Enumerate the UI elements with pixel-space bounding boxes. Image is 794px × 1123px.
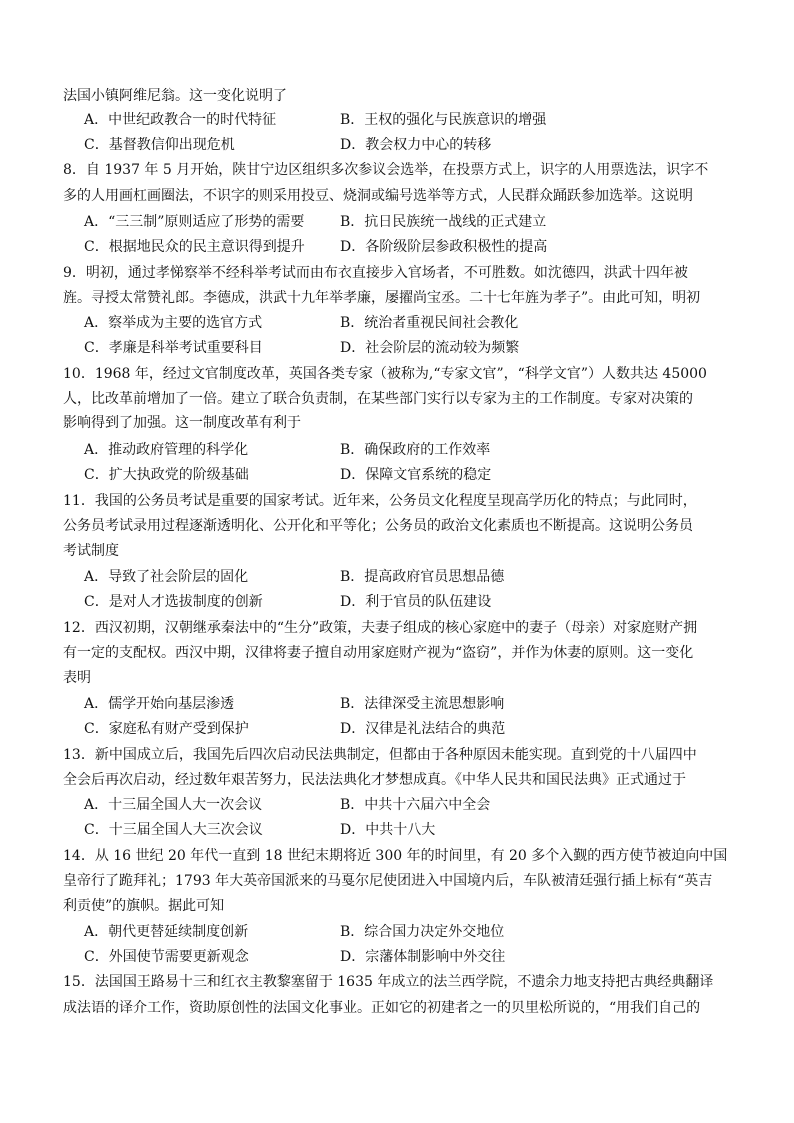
question-11-option-a: A．导致了社会阶层的固化 [84, 569, 249, 585]
question-13-option-d: D．中共十八大 [340, 822, 436, 838]
question-11-stem-line: 11．我国的公务员考试是重要的国家考试。近年来，公务员文化程度呈现高学历化的特点；与此同时， [63, 493, 697, 509]
question-11-option-c: C．是对人才选拔制度的创新 [84, 594, 263, 610]
question-8-option-c: C．根据地民众的民主意识得到提升 [84, 239, 305, 255]
question-8-stem-line: 8．自 1937 年 5 月开始，陕甘宁边区组织多次参议会选举，在投票方式上，识字的人用票选法，识字不 [63, 162, 709, 178]
question-9-option-a: A．察举成为主要的选官方式 [84, 315, 263, 331]
question-11-option-b: B．提高政府官员思想品德 [340, 569, 505, 585]
question-15-stem-line: 15．法国国王路易十三和红衣主教黎塞留于 1635 年成立的法兰西学院，不遗余力地支持把古典经典翻译 [63, 974, 714, 990]
question-11-stem-line: 考试制度 [63, 543, 119, 559]
question-10-option-b: B．确保政府的工作效率 [340, 442, 491, 458]
question-9-option-b: B．统治者重视民间社会教化 [340, 315, 519, 331]
question-10-option-d: D．保障文官系统的稳定 [340, 467, 492, 483]
question-12-option-b: B．法律深受主流思想影响 [340, 696, 505, 712]
question-12-stem-line: 表明 [63, 670, 91, 686]
question-12-option-c: C．家庭私有财产受到保护 [84, 721, 249, 737]
question-14-stem-line: 皇帝行了跪拜礼；1793 年大英帝国派来的马戛尔尼使团进入中国境内后，车队被清廷强行插上标有“英吉 [63, 873, 713, 889]
question-13-stem-line: 13．新中国成立后，我国先后四次启动民法典制定，但都由于各种原因未能实现。直到党的十八届四中 [63, 747, 697, 763]
question-11-option-d: D．利于官员的队伍建设 [340, 594, 492, 610]
question-15-stem-line: 成法语的译介工作，资助原创性的法国文化事业。正如它的初建者之一的贝里松所说的，“用我们自己的 [63, 1000, 701, 1016]
question-13-option-a: A．十三届全国人大一次会议 [84, 797, 263, 813]
question-14-option-c: C．外国使节需要更新观念 [84, 949, 249, 965]
question-12-option-a: A．儒学开始向基层渗透 [84, 696, 235, 712]
question-11-stem-line: 公务员考试录用过程逐渐透明化、公开化和平等化；公务员的政治文化素质也不断提高。这说明公务员 [63, 518, 693, 534]
question-7-option-d: D．教会权力中心的转移 [340, 137, 492, 153]
question-13-option-b: B．中共十六届六中全会 [340, 797, 491, 813]
question-13-option-c: C．十三届全国人大三次会议 [84, 822, 263, 838]
question-14-option-b: B．综合国力决定外交地位 [340, 924, 505, 940]
question-12-option-d: D．汉律是礼法结合的典范 [340, 721, 506, 737]
question-14-option-d: D．宗藩体制影响中外交往 [340, 949, 506, 965]
question-12-stem-line: 12．西汉初期，汉朝继承秦法中的“生分”政策，夫妻子组成的核心家庭中的妻子（母亲）对家庭财产拥 [63, 620, 698, 636]
question-7-stem-tail: 法国小镇阿维尼翁。这一变化说明了 [63, 88, 287, 104]
question-10-stem-line: 人，比改革前增加了一倍。建立了联合负责制，在某些部门实行以专家为主的工作制度。专家对决策的 [63, 391, 693, 407]
question-7-option-b: B．王权的强化与民族意识的增强 [340, 112, 547, 128]
question-10-option-a: A．推动政府管理的科学化 [84, 442, 249, 458]
question-10-stem-line: 影响得到了加强。这一制度改革有利于 [63, 415, 301, 431]
question-8-option-b: B．抗日民族统一战线的正式建立 [340, 214, 547, 230]
question-7-option-c: C．基督教信仰出现危机 [84, 137, 235, 153]
question-9-stem-line: 旌。寻授太常赞礼郎。李德成，洪武十九年举孝廉，屡擢尚宝丞。二十七年旌为孝子”。由此可知，明初 [63, 290, 701, 306]
question-9-stem-line: 9．明初，通过孝悌察举不经科举考试而由布衣直接步入官场者，不可胜数。如沈德四，洪武十四年被 [63, 265, 688, 281]
question-10-stem-line: 10．1968 年，经过文官制度改革，英国各类专家（被称为,“专家文官”，“科学文官”）人数共达 45000 [63, 366, 707, 382]
question-14-option-a: A．朝代更替延续制度创新 [84, 924, 249, 940]
question-8-stem-line: 多的人用画杠画圈法，不识字的则采用投豆、烧洞或编号选举等方式，人民群众踊跃参加选举。这说明 [63, 188, 693, 204]
question-9-option-c: C．孝廉是科举考试重要科目 [84, 340, 263, 356]
question-12-stem-line: 有一定的支配权。西汉中期，汉律将妻子擅自动用家庭财产视为“盗窃”，并作为休妻的原则。这一变化 [63, 645, 694, 661]
question-7-option-a: A．中世纪政教合一的时代特征 [84, 112, 277, 128]
question-13-stem-line: 全会后再次启动，经过数年艰苦努力，民法法典化才梦想成真。《中华人民共和国民法典》正式通过于 [63, 772, 686, 788]
question-14-stem-line: 14．从 16 世纪 20 年代一直到 18 世纪末期将近 300 年的时间里，有 20 多个入觐的西方使节被迫向中国 [63, 848, 728, 864]
question-9-option-d: D．社会阶层的流动较为频繁 [340, 340, 520, 356]
question-8-option-a: A．“三三制”原则适应了形势的需要 [84, 214, 305, 230]
question-8-option-d: D．各阶级阶层参政积极性的提高 [340, 239, 548, 255]
question-14-stem-line: 利贡使”的旗帜。据此可知 [63, 898, 225, 914]
question-10-option-c: C．扩大执政党的阶级基础 [84, 467, 249, 483]
